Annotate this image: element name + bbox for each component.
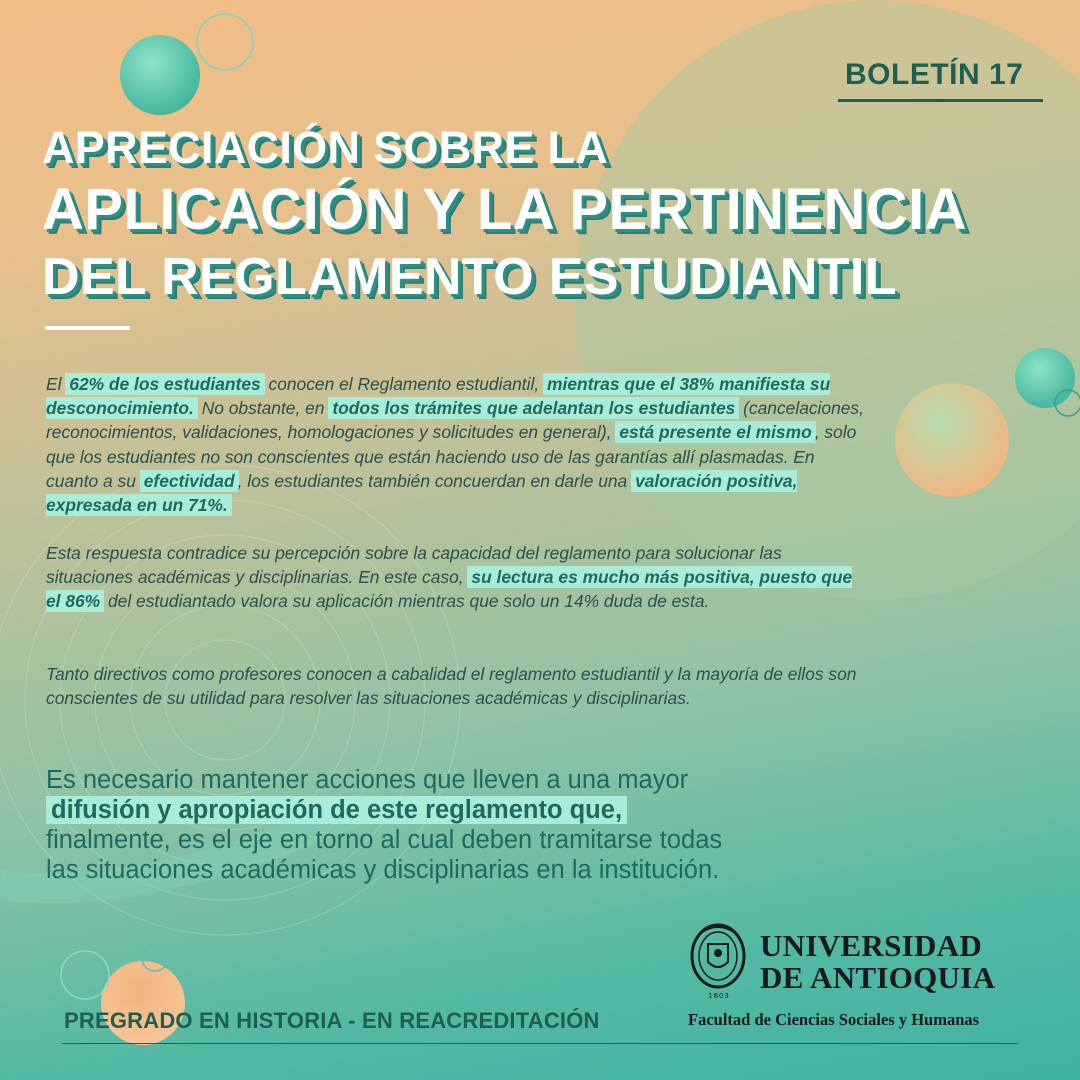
program-label: PREGRADO EN HISTORIA - EN REACREDITACIÓN: [64, 1008, 600, 1033]
university-name-line-2: DE ANTIOQUIA: [760, 960, 996, 995]
conclusion-highlight: difusión y apropiación de este reglamento que,: [46, 796, 627, 824]
p1-text-3: No obstante, en: [196, 398, 330, 419]
faculty-name: Facultad de Ciencias Sociales y Humanas: [688, 1010, 980, 1029]
conclusion-text-1: Es necesario mantener acciones que lleven a una mayor: [46, 766, 689, 794]
conclusion-text-2: finalmente, es el eje en torno al cual deben tramitarse todas las situaciones académicas y disciplinarias en la institución.: [46, 826, 723, 884]
paragraph-3: [46, 662, 866, 710]
bulletin-underline: [838, 99, 1043, 102]
conclusion: [46, 765, 826, 885]
footer-divider: [62, 1043, 1018, 1044]
seal-year: 1803: [708, 992, 730, 1000]
p2-highlight-1: su lectura es mucho más positiva, puesto que el 86%: [46, 567, 853, 612]
university-name: [760, 930, 995, 994]
paragraph-2: [46, 541, 866, 614]
bulletin-number: BOLETÍN 17: [845, 58, 1024, 91]
p1-text-6: , los estudiantes también concuerdan en darle una: [237, 470, 633, 491]
university-seal-icon: [688, 922, 748, 1000]
p1-highlight-6: valoración positiva, expresada en un 71%.: [46, 470, 798, 516]
university-logo: [688, 922, 1028, 1032]
p2-text-2: del estudiantado valora su aplicación mientras que solo un 14% duda de esta.: [103, 591, 710, 612]
p1-text-1: El: [46, 374, 67, 394]
p2-text-1: Esta respuesta contradice su percepción sobre la capacidad del reglamento para solucionar las situaciones académicas y disciplinarias. En este caso,: [46, 543, 782, 588]
p1-highlight-3: todos los trámites que adelantan los estudiantes: [329, 398, 738, 418]
p1-highlight-1: 62% de los estudiantes: [66, 374, 263, 394]
title-rule: [45, 326, 130, 330]
p1-text-5: , solo que los estudiantes no son conscientes que están haciendo uso de las garantías allí plasmadas. En cuanto a su: [46, 422, 857, 491]
title-line-1: APRECIACIÓN SOBRE LA: [42, 122, 609, 173]
title-line-3: DEL REGLAMENTO ESTUDIANTIL: [42, 248, 897, 306]
p1-text-4: (cancelaciones, reconocimientos, validaciones, homologaciones y solicitudes en general),: [46, 398, 864, 443]
title-line-2: APLICACIÓN Y LA PERTINENCIA: [42, 177, 967, 242]
p1-text-2: conocen el Reglamento estudiantil,: [263, 374, 545, 394]
p1-highlight-4: está presente el mismo: [616, 422, 814, 442]
p1-highlight-2: mientras que el 38% manifiesta su desconocimiento.: [46, 374, 831, 419]
p3-text: Tanto directivos como profesores conocen a cabalidad el reglamento estudiantil y la mayoría de ellos son conscientes de su utilidad para resolver las situaciones académicas y disciplinarias.: [46, 664, 857, 709]
university-name-line-1: UNIVERSIDAD: [760, 928, 983, 963]
main-title: [42, 120, 967, 310]
paragraph-1: [46, 372, 866, 517]
p1-highlight-5: efectividad: [141, 471, 238, 491]
